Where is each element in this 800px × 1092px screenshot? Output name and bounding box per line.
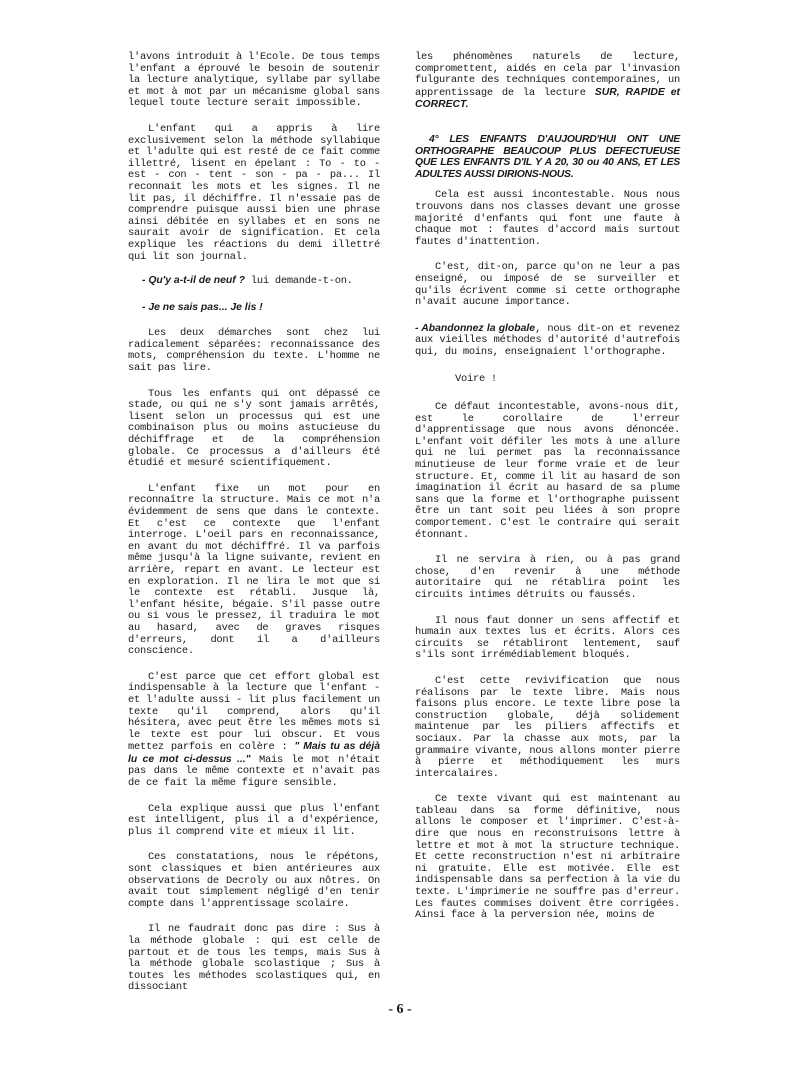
paragraph: Ce texte vivant qui est maintenant au tableau dans sa forme définitive, nous allons le composer et l'imprimer. C'est-à-dire que nous en reconstruisons lettre à lettre et mot à mot la structure technique. Et cette reconstruction n'est ni arbitraire ni gratuite. Elle est motivée. Elle est indispensable dans sa perfection à la vie du texte. L'imprimerie ne souffre pas d'erreur. Les fautes commises doivent être corrigées. Ainsi face à la perversion née, moins de bbox=[415, 793, 680, 922]
paragraph-text: les phénomènes naturels de lecture, compromettent, aidés en cela par l'invasion fulgurante des techniques contemporaines, un apprentissage de la lecture bbox=[415, 51, 680, 99]
exclamation: Voire ! bbox=[455, 373, 497, 386]
paragraph bbox=[128, 672, 380, 790]
paragraph: L'enfant qui a appris à lire exclusivement selon la méthode syllabique et l'adulte qui est resté de ce fait comme illettré, lisent en épelant : To - to - est - con - tent - son - pa - pa... Il reconnait les mots et les signes. Il ne lit pas, il déchiffre. Il n'essaie pas de comprendre puisque aussi bien une phrase ainsi débitée en syllabes et en sons ne saurait avoir de signification. Et cela explique les réactions du demi illettré qui lit son journal. bbox=[128, 122, 380, 263]
section-heading: 4° LES ENFANTS D'AUJOURD'HUI ONT UNE ORTHOGRAPHE BEAUCOUP PLUS DEFECTUEUSE QUE LES ENFANTS D'IL Y A 20, 30 ou 40 ANS, ET LES ADULTES AUSSI DIRIONS-NOUS. bbox=[415, 133, 680, 180]
paragraph-text: , nous dit-on et revenez aux vieilles méthodes d'autorité d'autrefois qui, du moins, enseignaient l'orthographe. bbox=[415, 322, 680, 358]
quoted-question: - Qu'y a-t-il de neuf ? bbox=[142, 275, 245, 287]
paragraph: Ces constatations, nous le répétons, sont classiques et bien antérieures aux observations de Decroly ou aux nôtres. On avait tout simplement négligé d'en tenir compte dans l'apprentissage scolaire. bbox=[128, 851, 380, 910]
paragraph: Ce défaut incontestable, avons-nous dit, est le corollaire de l'erreur d'apprentissage que nous avons dénoncée. L'enfant voit défiler les mots à une allure qui ne lui permet pas la reconnaissance minutieuse de leur forme vraie et de leur structure. Et, comme il lit au hasard de son imagination il écrit au hasard de sa plume sans que la forme et l'orthographe puissent être un tant soit peu liées à son propre comportement. C'est le contraire qui serait étonnant. bbox=[415, 401, 680, 541]
paragraph: Cela explique aussi que plus l'enfant est intelligent, plus il a d'expérience, plus il comprend vite et mieux il lit. bbox=[128, 802, 380, 838]
paragraph: Il ne servira à rien, ou à pas grand chose, d'en revenir à une méthode autoritaire qui ne rétablira point les circuits intimes détruits ou faussés. bbox=[415, 554, 680, 601]
quoted-answer: - Je ne sais pas... Je lis ! bbox=[142, 301, 263, 313]
paragraph-text: C'est parce que cet effort global est indispensable à la lecture que l'enfant - et l'adulte aussi - lit plus facilement un texte qu'il comprend, alors qu'il hésitera, avec peut être les mêmes mots si le texte est pour lui obscur. Et vous mettez parfois en colère : bbox=[128, 670, 380, 754]
paragraph bbox=[415, 52, 680, 112]
paragraph: C'est cette revivification que nous réalisons par le texte libre. Mais nous faisons plus encore. Le texte libre pose la construction globale, déjà solidement maintenue par les piliers affectifs et sociaux. Par la chasse aux mots, par la grammaire vivante, nous allons monter pierre à pierre et méthodiquement les murs intercalaires. bbox=[415, 674, 680, 780]
paragraph: l'avons introduit à l'Ecole. De tous temps l'enfant a éprouvé le besoin de soutenir la lecture analytique, syllabe par syllabe et mot à mot par un mécanisme global sans lequel toute lecture serait impossible. bbox=[128, 51, 380, 110]
paragraph: Cela est aussi incontestable. Nous nous trouvons dans nos classes devant une grosse majorité d'enfants qui font une faute à chaque mot : fautes d'accord mais surtout fautes d'inattention. bbox=[415, 189, 680, 248]
dialogue-text: lui demande-t-on. bbox=[244, 275, 353, 288]
paragraph: Les deux démarches sont chez lui radicalement séparées: reconnaissance des mots, compréhension du texte. L'homme ne sait pas lire. bbox=[128, 327, 380, 375]
paragraph: L'enfant fixe un mot pour en reconnaître la structure. Mais ce mot n'a évidemment de sens que dans le contexte. Et c'est ce contexte que l'enfant interroge. L'oeil pars en reconnaissance, en avant du mot déchiffré. Il va parfois même jusqu'à la ligne suivante, revient en arrière, repart en avant. Le lecteur est en exploration. Il ne lira le mot que si le contexte est rétabli. Jusque là, l'enfant hésite, bégaie. S'il passe outre ou si vous le pressez, il traduira le mot au hasard, avec de graves risques d'erreurs, dont il a d'ailleurs conscience. bbox=[128, 482, 380, 658]
paragraph: Il ne faudrait donc pas dire : Sus à la méthode globale : qui est celle de partout et de tous les temps, mais Sus à la méthode globale scolastique ; Sus à toutes les méthodes scolastiques qui, en dissociant bbox=[128, 923, 380, 994]
paragraph-text: Mais le mot n'était pas dans le même contexte et n'avait pas de ce fait la même figure sensible. bbox=[128, 753, 380, 790]
emphasis-text: SUR, RAPIDE et CORRECT. bbox=[415, 86, 680, 111]
paragraph: C'est, dit-on, parce qu'on ne leur a pas enseigné, ou imposé de se surveiller et qu'ils écrivent comme si cette orthographe n'avait aucune importance. bbox=[415, 261, 680, 309]
dialogue-line bbox=[128, 275, 380, 288]
left-column bbox=[128, 52, 380, 994]
quoted-command: - Abandonnez la globale bbox=[415, 322, 536, 334]
right-column bbox=[415, 52, 680, 922]
quoted-remark: " Mais tu as déjà lu ce mot ci-dessus ..." bbox=[128, 741, 380, 765]
dialogue-line bbox=[128, 302, 380, 315]
paragraph: Il nous faut donner un sens affectif et humain aux textes lus et écrits. Alors ces circuits se rétabliront lentement, sauf s'ils sont irrémédiablement bloqués. bbox=[415, 614, 680, 662]
page-number: - 6 - bbox=[388, 1002, 412, 1017]
paragraph bbox=[415, 323, 680, 359]
paragraph: Tous les enfants qui ont dépassé ce stade, ou qui ne s'y sont jamais arrêtés, lisent selon un processus qui est une combinaison plus ou moins astucieuse du déchiffrage et de la compréhension globale. Ce processus a d'ailleurs été étudié et mesuré scientifiquement. bbox=[128, 387, 380, 470]
